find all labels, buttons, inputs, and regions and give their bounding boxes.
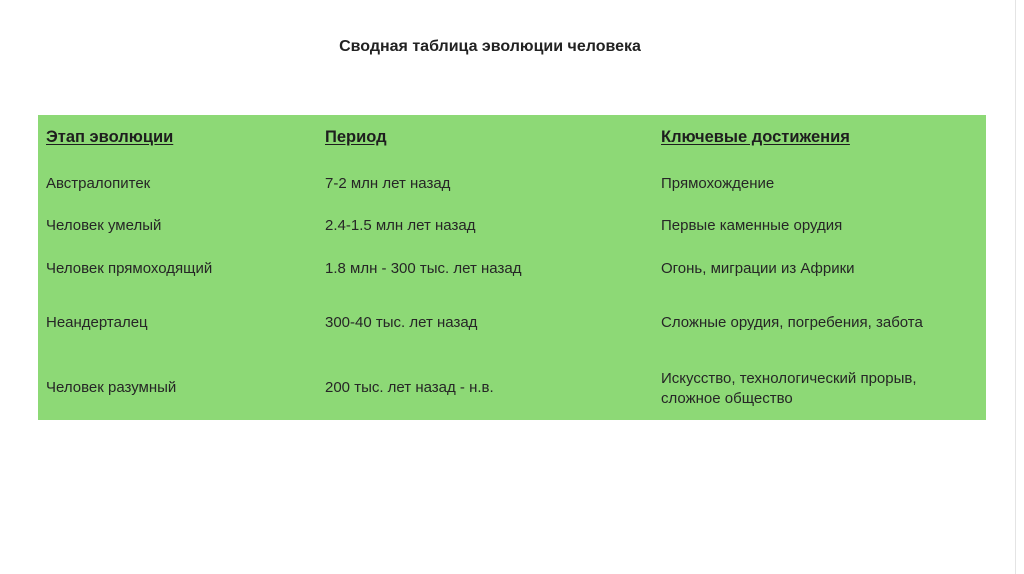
- table-row-5-stage: Человек разумный: [46, 379, 177, 396]
- table-row-1-stage: Австралопитек: [46, 175, 151, 192]
- table-row-2-period: 2.4-1.5 млн лет назад: [325, 217, 476, 234]
- header-stage: Этап эволюции: [46, 128, 174, 146]
- table-row-3-stage: Человек прямоходящий: [46, 260, 213, 277]
- table-row-3-achievements: Огонь, миграции из Африки: [661, 260, 855, 277]
- header-achievements: Ключевые достижения: [661, 128, 850, 146]
- evolution-table: [38, 115, 986, 420]
- table-row-5-achievements-line-2: сложное общество: [661, 390, 793, 407]
- page-title: Сводная таблица эволюции человека: [339, 38, 641, 55]
- table-row-4-period: 300-40 тыс. лет назад: [325, 314, 478, 331]
- table-row-4-achievements: Сложные орудия, погребения, забота: [661, 314, 923, 331]
- table-row-5-period: 200 тыс. лет назад - н.в.: [325, 379, 494, 396]
- slide-edge-divider: [1015, 0, 1016, 574]
- table-row-2-achievements: Первые каменные орудия: [661, 217, 843, 234]
- table-row-5-achievements-line-1: Искусство, технологический прорыв,: [661, 370, 917, 387]
- table-row-1-period: 7-2 млн лет назад: [325, 175, 451, 192]
- table-row-1-achievements: Прямохождение: [661, 175, 775, 192]
- header-period: Период: [325, 128, 387, 146]
- table-row-2-stage: Человек умелый: [46, 217, 162, 234]
- table-row-4-stage: Неандерталец: [46, 314, 148, 331]
- table-row-3-period: 1.8 млн - 300 тыс. лет назад: [325, 260, 522, 277]
